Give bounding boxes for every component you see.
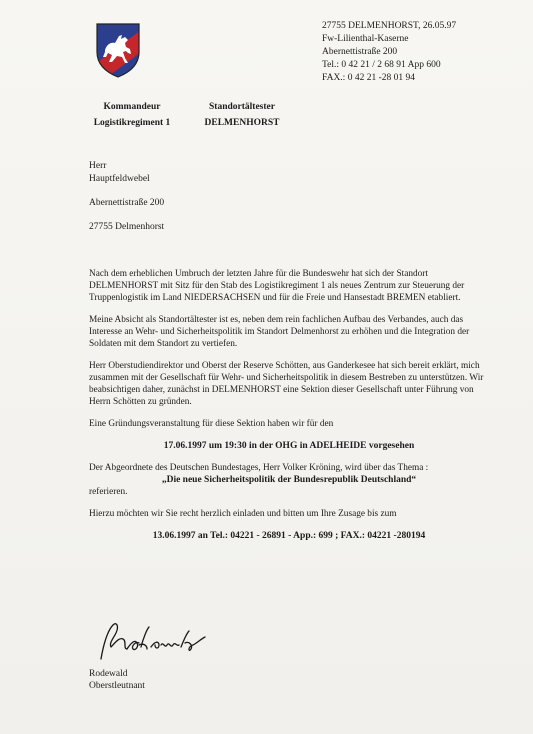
- garrison-title-block: [196, 99, 288, 131]
- commander-title: Kommandeur: [103, 102, 161, 112]
- paragraph-invitation: Hierzu möchten wir Sie recht herzlich einladen und bitten um Ihre Zusage bis zum: [89, 509, 397, 519]
- sender-phone: Tel.: 0 42 21 / 2 68 91 App 600: [322, 60, 441, 70]
- sender-place-date: 27755 DELMENHORST, 26.05.97: [322, 21, 457, 31]
- lecture-topic: „Die neue Sicherheitspolitik der Bundesrepublik Deutschland“: [161, 475, 417, 485]
- coat-of-arms-horse-icon: [95, 22, 141, 78]
- paragraph-section: Herr Oberstudiendirektor und Oberst der Reserve Schötten, aus Ganderkesee hat sich bereit erklärt, mich zusammen mit der Gesellschaft für Wehr- und Sicherheitspolitik in diesem Bestreben zu unterstützen. Wir beabsichtigen daher, zunächst in DELMENHORST eine Sektion dieser Gesellschaft unter Führung von Herrn Schötten zu gründen.: [89, 361, 484, 407]
- recipient-rank: Hauptfeldwebel: [89, 174, 150, 184]
- garrison-city: DELMENHORST: [204, 118, 280, 128]
- paragraph-intent: Meine Absicht als Standortältester ist es, neben dem rein fachlichen Aufbau des Verbandes, auch das Interesse an Wehr- und Sicherheitspolitik im Standort Delmenhorst zu erhöhen und die Integration der Soldaten mit dem Standort zu vertiefen.: [89, 315, 470, 349]
- sender-address: [322, 20, 456, 85]
- sender-street: Abernettistraße 200: [322, 47, 398, 57]
- sender-barracks: Fw-Lilienthal-Kaserne: [322, 34, 409, 44]
- paragraph-founding: Eine Gründungsveranstaltung für diese Sektion haben wir für den: [89, 419, 334, 429]
- sender-fax: FAX.: 0 42 21 -28 01 94: [322, 73, 415, 83]
- commander-title-block: [78, 99, 186, 131]
- paragraph-speaker: Der Abgeordnete des Deutschen Bundestages, Herr Volker Kröning, wird über das Thema :: [89, 463, 429, 473]
- recipient-city: 27755 Delmenhorst: [89, 222, 165, 232]
- recipient-address: [89, 160, 164, 234]
- regiment-name: Logistikregiment 1: [93, 118, 171, 128]
- paragraph-lecture-verb: referieren.: [89, 487, 128, 497]
- paragraph-intro: Nach dem erheblichen Umbruch der letzten Jahre für die Bundeswehr hat sich der Standort DELMENHORST mit Sitz für den Stab des Logistikregiment 1 als neues Zentrum zur Steuerung der Truppenlogistik im Land NIEDERSACHSEN und für die Freie und Hansestadt BREMEN etabliert.: [89, 269, 465, 303]
- signatory-rank: Oberstleutnant: [89, 681, 145, 691]
- handwritten-signature: [89, 617, 219, 667]
- event-date-line: 17.06.1997 um 19:30 in der OHG in ADELHEIDE vorgesehen: [163, 441, 415, 451]
- signatory-block: [89, 668, 145, 692]
- garrison-title: Standortältester: [209, 102, 275, 112]
- signatory-name: Rodewald: [89, 669, 128, 679]
- rsvp-line: 13.06.1997 an Tel.: 04221 - 26891 - App.: 699 ; FAX.: 04221 -280194: [152, 531, 426, 541]
- recipient-street: Abernettistraße 200: [89, 198, 165, 208]
- letter-body: [89, 268, 489, 552]
- recipient-salutation: Herr: [89, 161, 107, 171]
